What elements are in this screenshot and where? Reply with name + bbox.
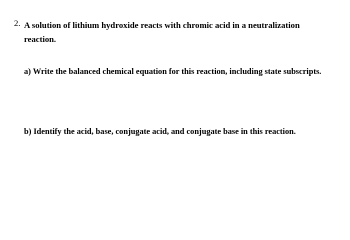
question-stem: A solution of lithium hydroxide reacts with chromic acid in a neutralization reaction. xyxy=(24,20,300,44)
question-part-a: a) Write the balanced chemical equation for this reaction, including state subscripts. xyxy=(24,67,322,76)
question-number: 2. xyxy=(14,18,21,28)
question-part-b: b) Identify the acid, base, conjugate acid, and conjugate base in this reaction. xyxy=(24,127,296,136)
